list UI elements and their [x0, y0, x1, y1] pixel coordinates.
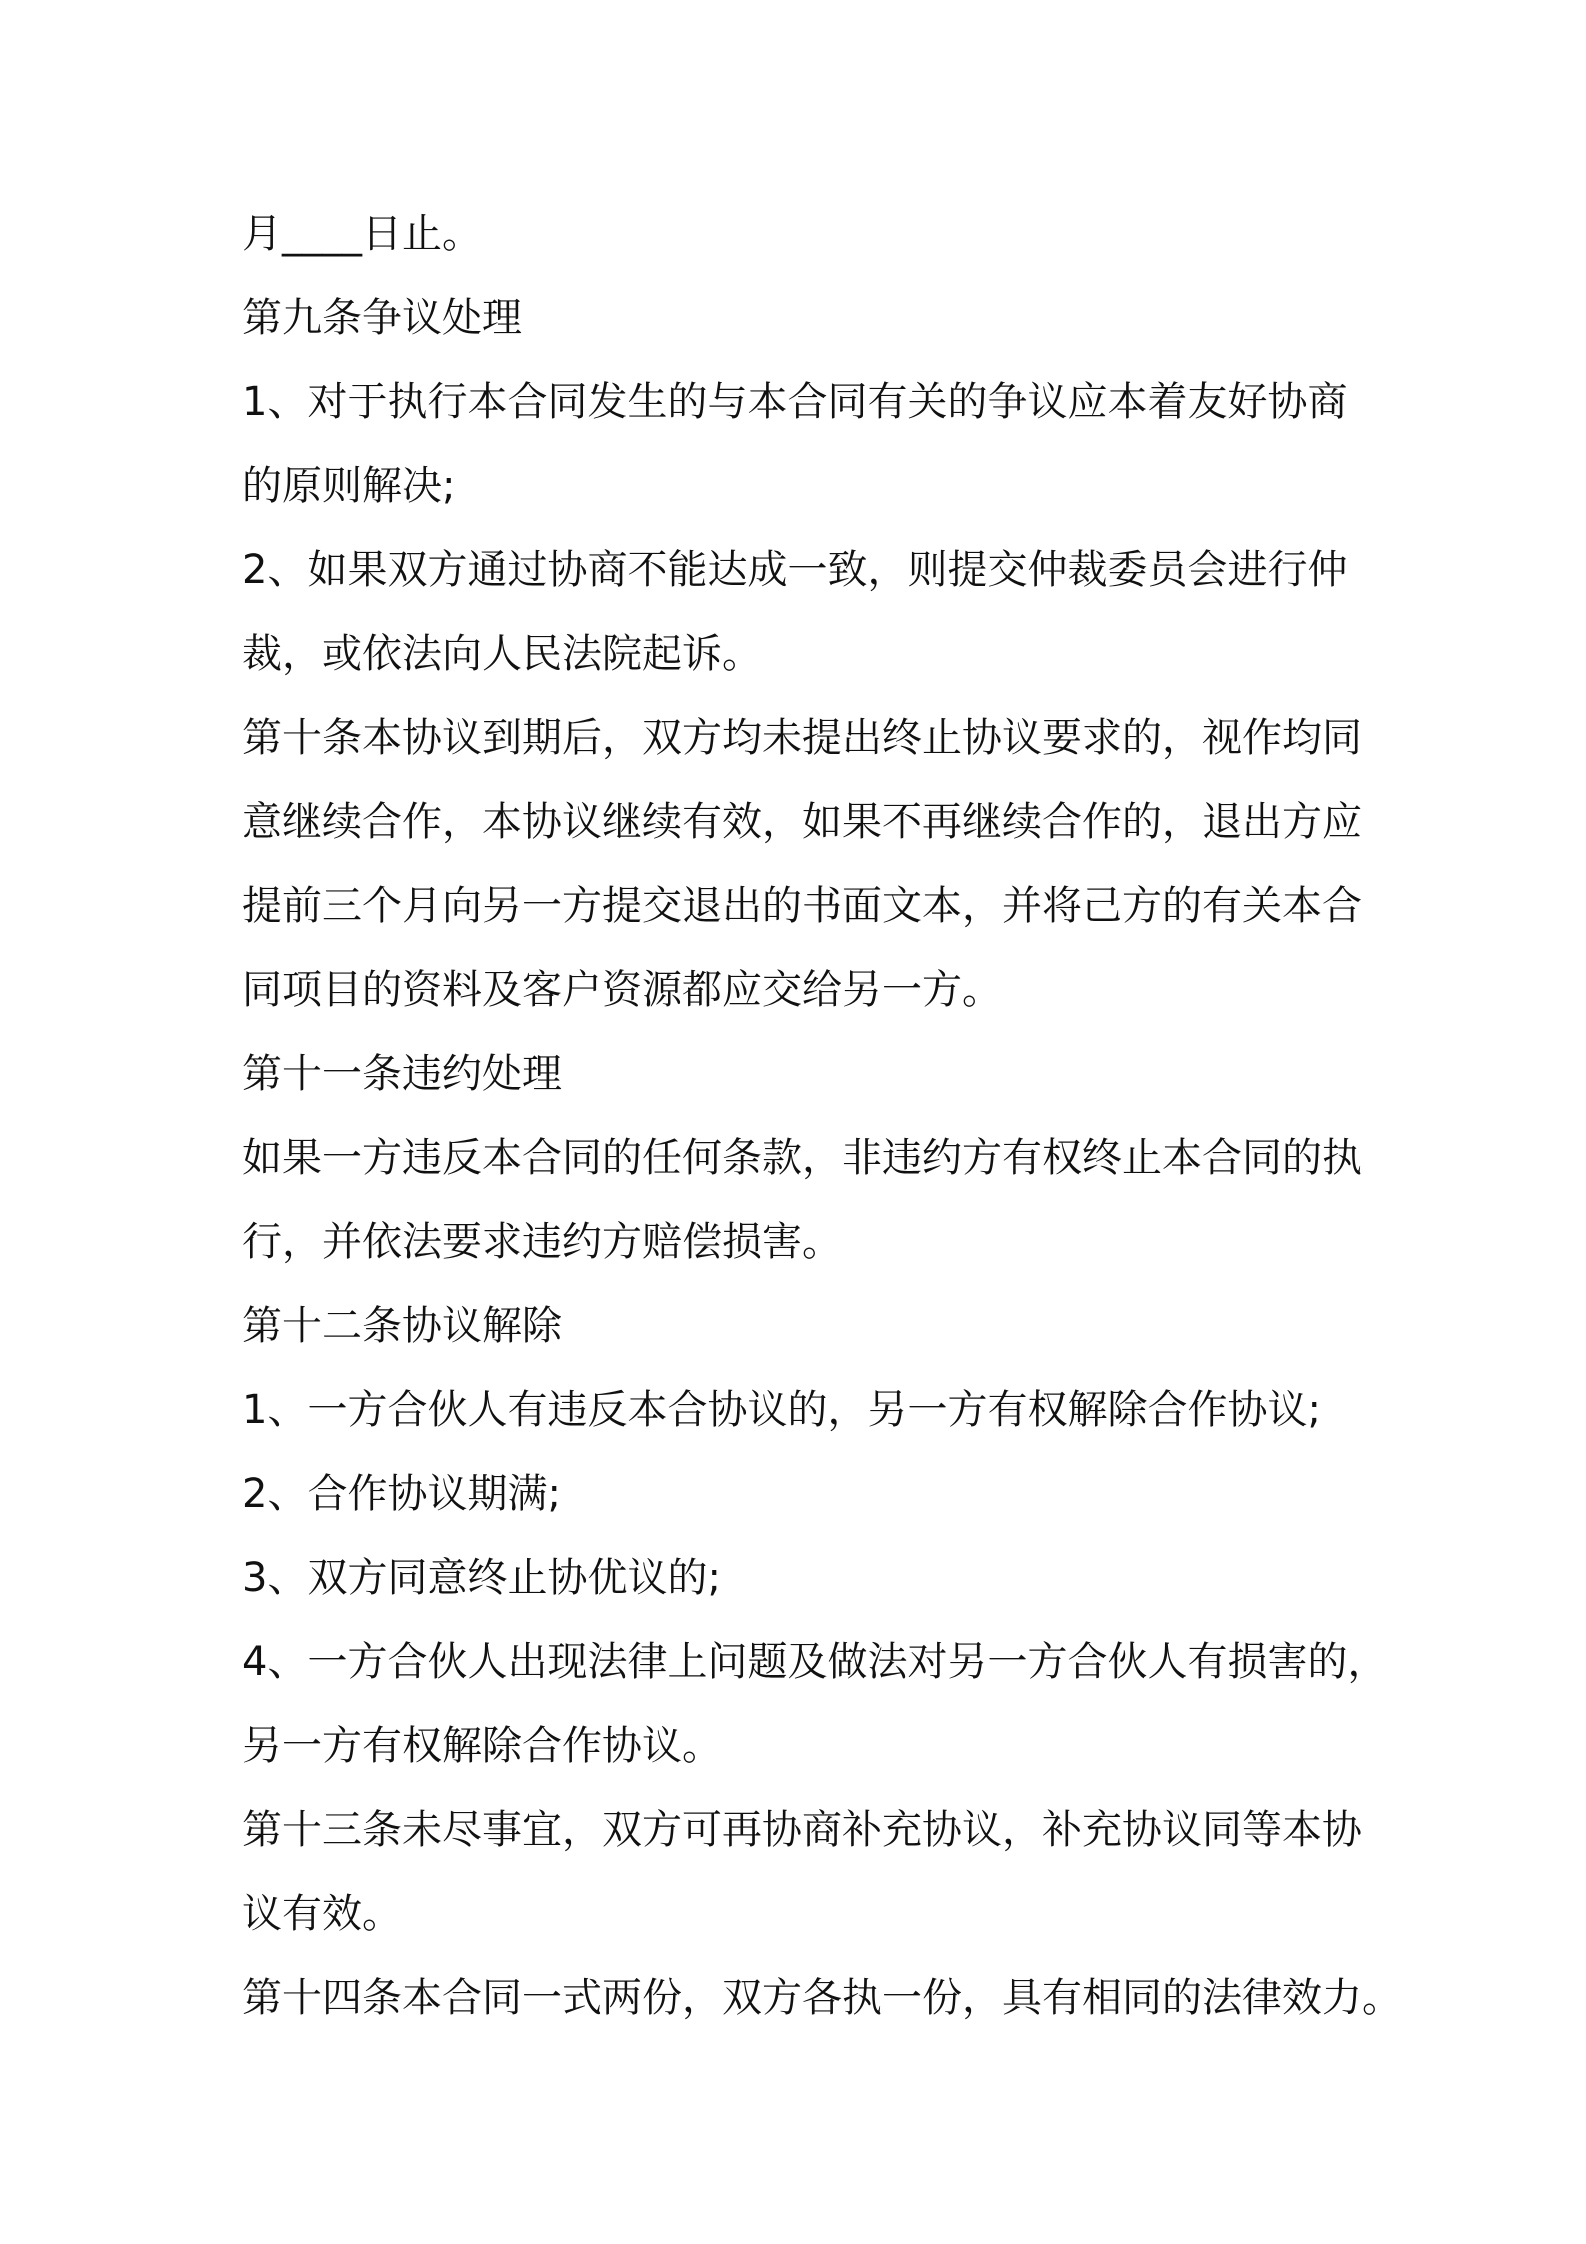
text-line: 裁，或依法向人民法院起诉。	[242, 631, 762, 677]
section-heading: 第十二条协议解除	[242, 1303, 562, 1349]
text-line: 的原则解决;	[242, 463, 456, 509]
text-line: 意继续合作，本协议继续有效，如果不再继续合作的，退出方应	[242, 799, 1362, 845]
text-line: 4、一方合伙人出现法律上问题及做法对另一方合伙人有损害的，	[242, 1639, 1388, 1685]
text-line: 1、一方合伙人有违反本合协议的，另一方有权解除合作协议;	[242, 1387, 1321, 1433]
text-line: 提前三个月向另一方提交退出的书面文本，并将己方的有关本合	[242, 883, 1362, 929]
section-heading: 第九条争议处理	[242, 295, 522, 341]
text-line: 另一方有权解除合作协议。	[242, 1723, 722, 1769]
text-line: 如果一方违反本合同的任何条款，非违约方有权终止本合同的执	[242, 1135, 1362, 1181]
section-heading: 第十一条违约处理	[242, 1051, 562, 1097]
text-line: 3、双方同意终止协优议的;	[242, 1555, 721, 1601]
text-line: 第十条本协议到期后，双方均未提出终止协议要求的，视作均同	[242, 715, 1362, 761]
text-line: 行，并依法要求违约方赔偿损害。	[242, 1219, 842, 1265]
text-line: 第十三条未尽事宜，双方可再协商补充协议，补充协议同等本协	[242, 1807, 1362, 1853]
text-line: 2、如果双方通过协商不能达成一致，则提交仲裁委员会进行仲	[242, 547, 1348, 593]
text-line: 月____日止。	[242, 211, 482, 257]
text-line: 1、对于执行本合同发生的与本合同有关的争议应本着友好协商	[242, 379, 1348, 425]
document-body	[242, 192, 1402, 2040]
text-line: 同项目的资料及客户资源都应交给另一方。	[242, 967, 1002, 1013]
text-line: 2、合作协议期满;	[242, 1471, 561, 1517]
text-line: 第十四条本合同一式两份，双方各执一份，具有相同的法律效力。	[242, 1975, 1402, 2021]
text-line: 议有效。	[242, 1891, 402, 1937]
